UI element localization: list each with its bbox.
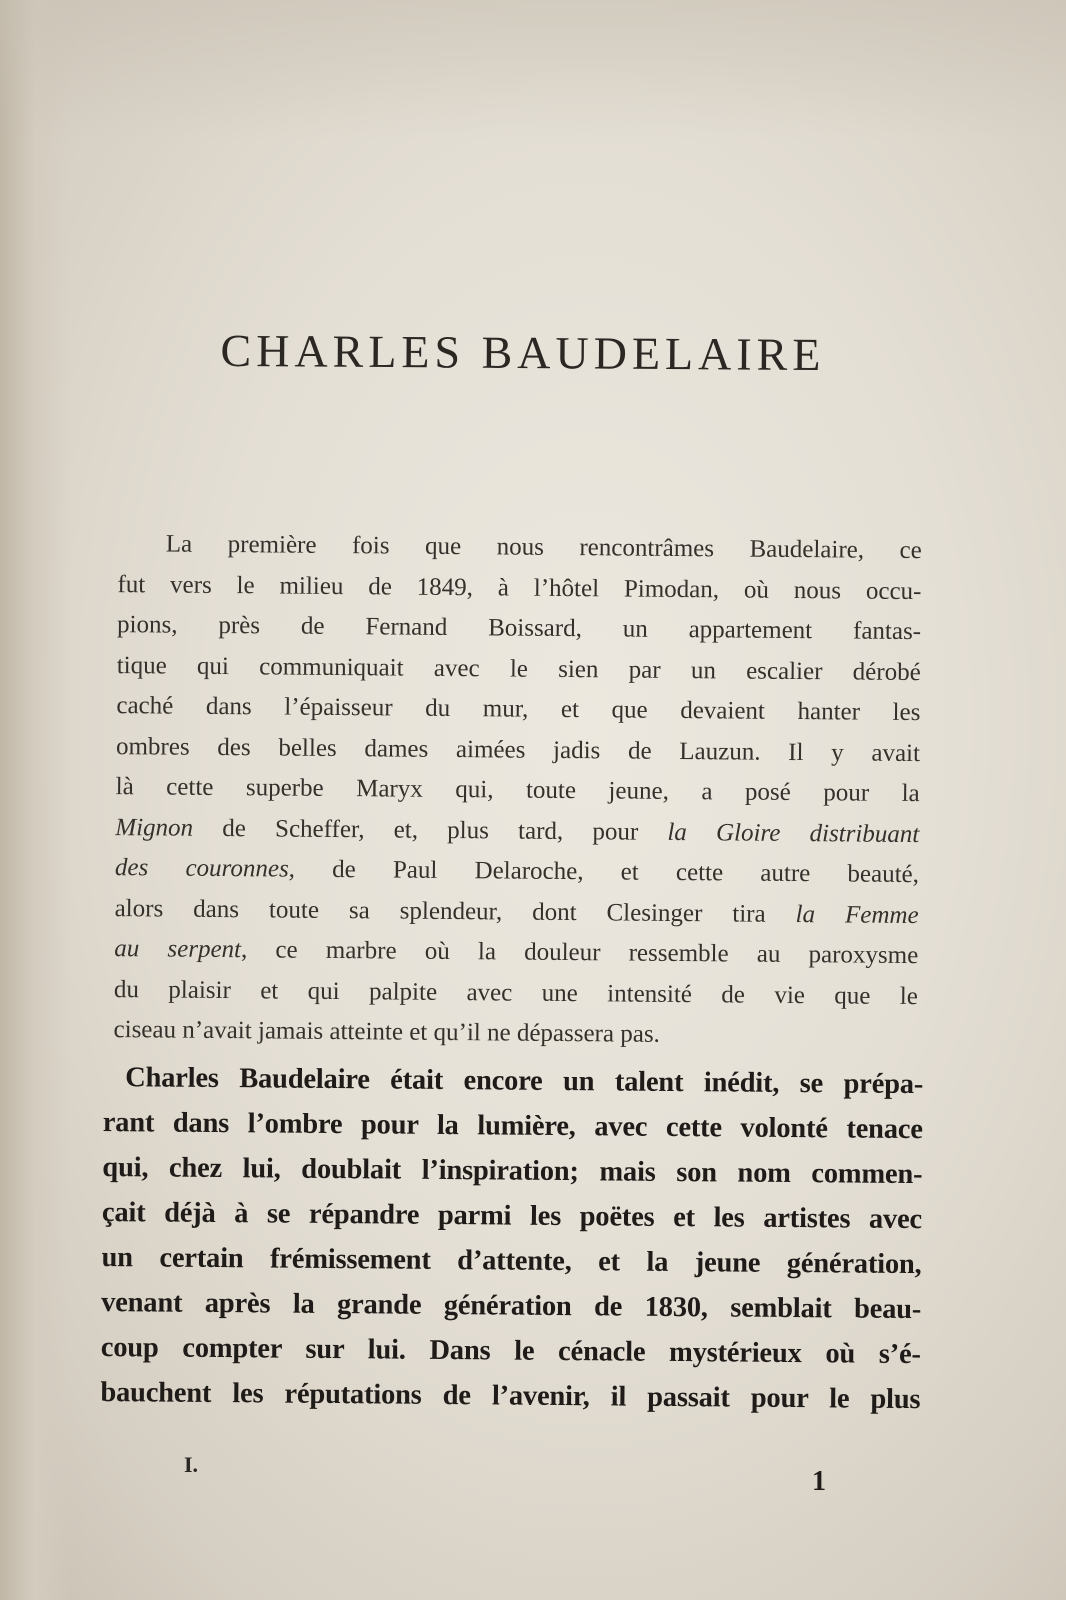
- text-line: Mignon de Scheffer, et, plus tard, pour la Gloire distribuant: [115, 813, 920, 848]
- signature-mark: I.: [184, 1452, 199, 1477]
- text-line: caché dans l’épaisseur du mur, et que devaient hanter les: [116, 692, 921, 727]
- text-line: pions, près de Fernand Boissard, un appartement fantas-: [117, 611, 922, 646]
- text-line: Charles Baudelaire était encore un talent inédit, se prépa-: [125, 1061, 924, 1100]
- gutter-shadow: [0, 0, 70, 1600]
- text-line: bauchent les réputations de l’avenir, il passait pour le plus: [100, 1376, 921, 1415]
- text-line: ciseau n’avait jamais atteinte et qu’il ne dépassera pas.: [113, 1016, 660, 1048]
- italic-title: Mignon: [115, 813, 194, 842]
- body-text: [100, 524, 928, 1422]
- italic-title: au serpent: [114, 935, 242, 964]
- italic-title: la Femme: [795, 900, 919, 929]
- text-line: alors dans toute sa splendeur, dont Clesinger tira la Femme: [114, 894, 919, 929]
- paragraph-2: [100, 1054, 923, 1421]
- text-line: coup compter sur lui. Dans le cénacle mystérieux où s’é-: [100, 1331, 921, 1370]
- top-shade: [0, 0, 1066, 140]
- text-line: venant après la grande génération de 1830, semblait beau-: [101, 1286, 922, 1325]
- italic-title: la Gloire distribuant: [667, 818, 920, 848]
- text-line: qui, chez lui, doublait l’inspiration; mais son nom commen-: [102, 1151, 923, 1190]
- text-line: du plaisir et qui palpite avec une intensité de vie que le: [113, 975, 919, 1010]
- paragraph-1: [103, 524, 928, 1058]
- text-line: ombres des belles dames aimées jadis de Lauzun. Il y avait: [115, 732, 921, 767]
- text-line: au serpent, ce marbre où la douleur ressemble au paroxysme: [114, 935, 919, 970]
- page-number: 1: [812, 1466, 826, 1497]
- text-line: La première fois que nous rencontrâmes Baudelaire, ce: [165, 530, 922, 565]
- italic-title: des couronnes,: [114, 854, 296, 883]
- text-line: fut vers le milieu de 1849, à l’hôtel Pimodan, où nous occu-: [117, 570, 922, 605]
- text-line: un certain frémissement d’attente, et la jeune génération,: [101, 1241, 922, 1280]
- text-line: là cette superbe Maryx qui, toute jeune, a posé pour la: [115, 773, 920, 808]
- text-line: rant dans l’ombre pour la lumière, avec cette volonté tenace: [102, 1106, 923, 1145]
- text-line: des couronnes, de Paul Delaroche, et cette autre beauté,: [114, 854, 920, 889]
- text-line: tique qui communiquait avec le sien par un escalier dérobé: [116, 651, 921, 686]
- chapter-heading: CHARLES BAUDELAIRE: [220, 324, 826, 381]
- text-line: çait déjà à se répandre parmi les poëtes et les artistes avec: [101, 1196, 923, 1235]
